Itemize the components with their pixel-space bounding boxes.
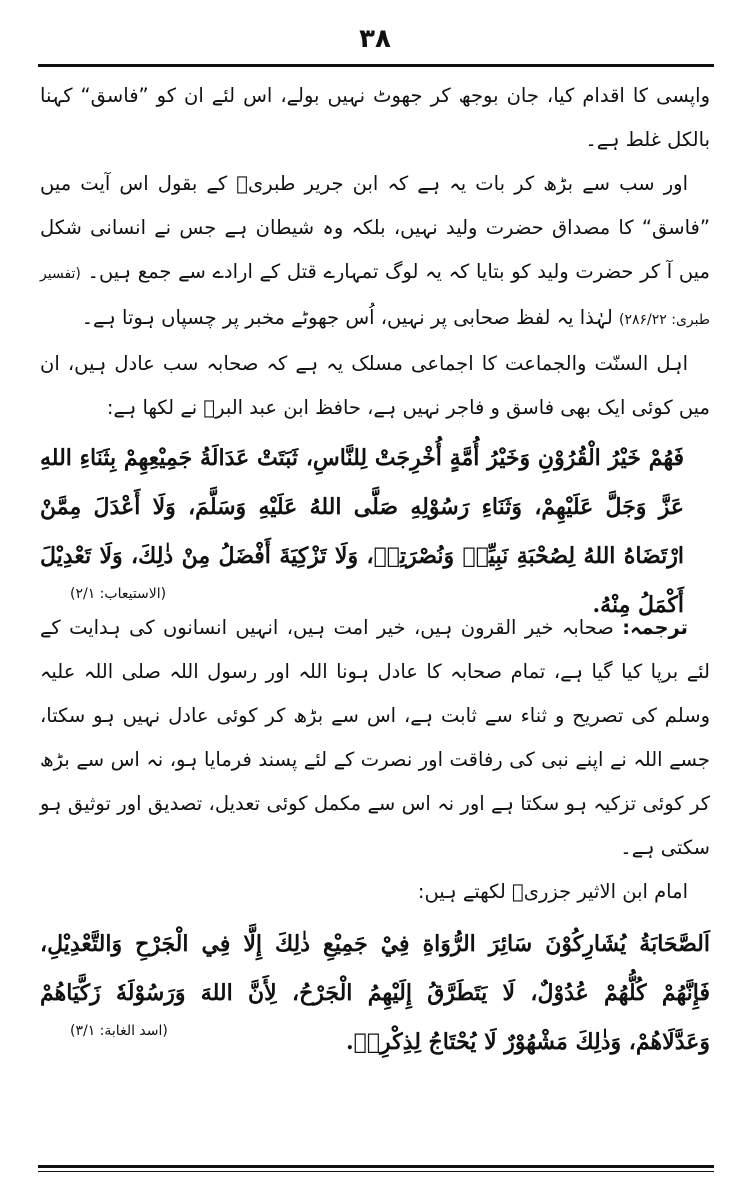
paragraph-4: امام ابن الاثیر جزریؒ لکھتے ہیں:: [417, 880, 688, 903]
bottom-rule-thin: [38, 1171, 714, 1172]
page-body: [40, 74, 710, 1055]
arabic-quote-2: اَلصَّحَابَةُ يُشَارِكُوْنَ سَائِرَ الرُّوَاةِ فِيْ جَمِيْعِ ذٰلِكَ إِلَّا فِي الْجَرْحِ وَالتَّعْدِيْلِ، فَإِنَّهُمْ كُلُّهُمْ عُدُوْلٌ، لَا يَتَطَرَّقُ إِلَيْهِمُ الْجَرْحُ، لِأَنَّ اللهَ وَرَسُوْلَهٗ زَكَّيَاهُمْ وَعَدَّلَاهُمْ، وَذٰلِكَ مَشْهُوْرٌ لَا يُحْتَاجُ لِذِكْرِهٖ.: [40, 931, 710, 1055]
page-number: ۳۸: [359, 24, 391, 54]
paragraph-2: [40, 162, 710, 342]
paragraph-2-text: اور سب سے بڑھ کر بات یہ ہے کہ ابن جریر طبریؒ کے بقول اس آیت میں ”فاسق“ کا مصداق حضرت ولید نہیں، بلکہ وہ شیطان ہے جس نے انسانی شکل میں آ کر حضرت ولید کو بتایا کہ یہ لوگ تمہارے قتل کے ارادے سے جمع ہیں۔: [40, 172, 710, 283]
translation-label: ترجمہ:: [622, 616, 689, 639]
translation-paragraph: [40, 606, 710, 870]
bottom-rule: [38, 1165, 714, 1168]
paragraph-1: واپسی کا اقدام کیا، جان بوجھ کر جھوٹ نہیں بولے، اس لئے ان کو ”فاسق“ کہنا بالکل غلط ہے۔: [40, 84, 710, 151]
top-rule: [38, 64, 714, 67]
paragraph-3: اہل السنّت والجماعت کا اجماعی مسلک یہ ہے کہ صحابہ سب عادل ہیں، ان میں کوئی ایک بھی فاسق و فاجر نہیں ہے، حافظ ابن عبد البرؒ نے لکھا ہے:: [40, 352, 710, 419]
translation-text: صحابہ خیر القرون ہیں، خیر امت ہیں، انہیں انسانوں کی ہدایت کے لئے برپا کیا گیا ہے، تمام صحابہ کا عادل ہونا اللہ اور رسول اللہ صلی اللہ علیہ وسلم کی تصریح و ثناء سے ثابت ہے، اس سے بڑھ کر کوئی عادل نہیں ہو سکتا، جسے اللہ نے اپنے نبی کی رفاقت اور نصرت کے لئے پسند فرمایا ہو، نہ اس سے بڑھ کر کوئی تزکیہ ہو سکتا ہے اور نہ اس سے مکمل کوئی تعدیل، تصدیق اور توثیق ہو سکتی ہے۔: [40, 616, 710, 859]
istiab-citation: (الاستیعاب: ۲/۱): [70, 586, 167, 602]
tafsir-tabari-citation: (تفسیر طبری: ۲۸۶/۲۲): [40, 266, 710, 328]
paragraph-2-conclusion: لہٰذا یہ لفظ صحابی پر نہیں، اُس جھوٹے مخبر پر چسپاں ہوتا ہے۔: [81, 306, 613, 329]
arabic-quote-1: فَهُمْ خَيْرُ الْقُرُوْنِ وَخَيْرُ أُمَّةٍ أُخْرِجَتْ لِلنَّاسِ، ثَبَتَتْ عَدَالَةُ جَمِيْعِهِمْ بِثَنَاءِ اللهِ عَزَّ وَجَلَّ عَلَيْهِمْ، وَثَنَاءِ رَسُوْلِهِ صَلَّى اللهُ عَلَيْهِ وَسَلَّمَ، وَلَا أَعْدَلَ مِمَّنْ ارْتَضَاهُ اللهُ لِصُحْبَةِ نَبِيِّهٖ وَنُصْرَتِهٖ، وَلَا تَزْكِيَةَ أَفْضَلُ مِنْ ذٰلِكَ، وَلَا تَعْدِيْلَ أَكْمَلُ مِنْهُ.: [40, 445, 684, 618]
usd-al-ghaba-citation: (اسد الغابة: ۳/۱): [70, 1023, 168, 1039]
